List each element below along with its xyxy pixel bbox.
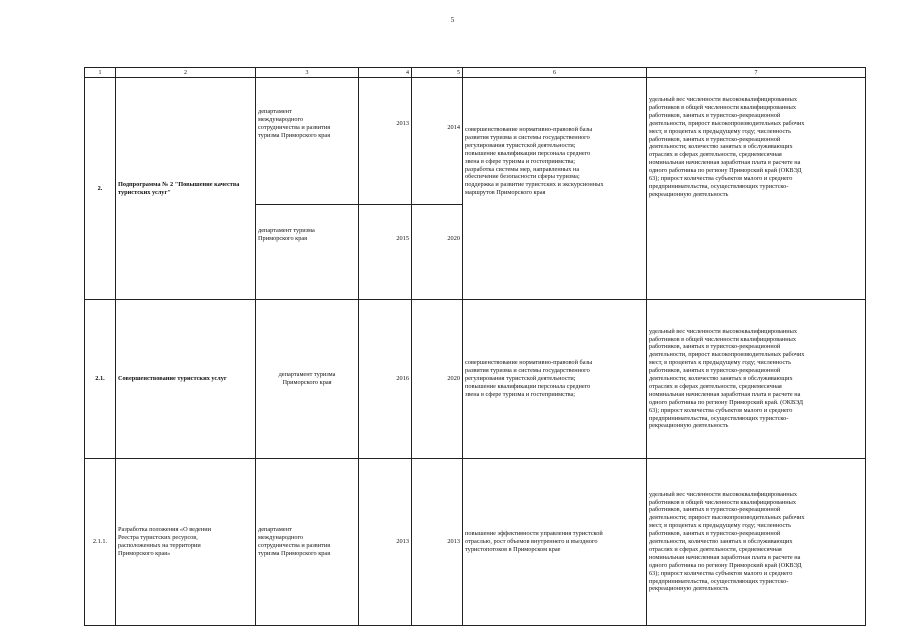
page-number: 5 — [450, 16, 455, 24]
column-header: 7 — [647, 68, 866, 78]
table-row — [85, 300, 866, 459]
indicators: удельный вес численности высококвалифицированных работников в общей численности квалифицированных работников, занятых в туристско-рекреационной деятельности, прирост высокопроизводительных рабочих мест, в процентах к предыдущему году; численность работников, занятых в туристско-рекреационной деятельности; количество занятых в обслуживающих отраслях и сферах деятельности, среднемесячная номинальная начисленная заработная плата в расчете на одного работника по региону Приморский край (ОКВЭД 63); прирост количества субъектов малого и среднего предпринимательства, осуществляющих туристско- рекреационную деятельность — [647, 78, 866, 300]
expected-result: совершенствование нормативно-правовой базы развития туризма и системы государственного регулирования туристской деятельности; повышение квалификации персонала среднего звена в сфере туризма и гостеприимства; — [463, 300, 647, 459]
executor-cell: департамент туризма Приморского края — [256, 300, 359, 459]
start-year: 2013 — [359, 459, 412, 626]
end-year: 2020 — [412, 205, 463, 300]
column-header: 3 — [256, 68, 359, 78]
end-year: 2014 — [412, 78, 463, 205]
row-title: Разработка положения «О ведении Реестра туристских ресурсов, расположенных на территории Приморского края» — [116, 459, 256, 626]
indicators: удельный вес численности высококвалифицированных работников в общей численности квалифицированных работников, занятых в туристско-рекреационной деятельности, прирост высокопроизводительных рабочих мест, в процентах к предыдущему году; численность работников, занятых в туристско-рекреационной деятельности; количество занятых в обслуживающих отраслях и сферах деятельности, среднемесячная номинальная начисленная заработная плата в расчете на одного работника по региону Приморский край. (ОКВЭД 63); прирост количества субъектов малого и среднего предпринимательства, осуществляющих туристско- рекреационную деятельность — [647, 300, 866, 459]
column-header: 1 — [85, 68, 116, 78]
end-year: 2020 — [412, 300, 463, 459]
row-number: 2.1. — [85, 300, 116, 459]
program-table — [84, 67, 866, 626]
column-header: 4 — [359, 68, 412, 78]
column-header: 5 — [412, 68, 463, 78]
start-year: 2015 — [359, 205, 412, 300]
expected-result: повышение эффективности управления туристской отраслью, рост объемов внутреннего и въездного туристопотоков в Приморском крае — [463, 459, 647, 626]
table-row — [85, 78, 866, 205]
column-header: 6 — [463, 68, 647, 78]
header-row — [85, 68, 866, 78]
start-year: 2016 — [359, 300, 412, 459]
row-title: Подпрограмма № 2 "Повышение качества туристских услуг" — [116, 78, 256, 300]
executor-cell: департамент международного сотрудничества и развития туризма Приморского края — [256, 459, 359, 626]
executor-cell: департамент туризма Приморского края — [256, 205, 359, 300]
indicators: удельный вес численности высококвалифицированных работников в общей численности квалифицированных работников, занятых в туристско-рекреационной деятельности; прирост высокопроизводительных рабочих мест, в процентах к предыдущему году; численность работников, занятых в туристско-рекреационной деятельности, количество занятых в обслуживающих отраслях и сферах деятельности, среднемесячная номинальная начисленная заработная плата в расчете на одного работника по региону Приморский край (ОКВЭД 63); прирост количества субъектов малого и среднего предпринимательства, осуществляющих туристско- рекреационную деятельность — [647, 459, 866, 626]
expected-result: совершенствование нормативно-правовой базы развития туризма и системы государственного регулирования туристской деятельности; повышение квалификации персонала среднего звена в сфере туризма и гостеприимства; разработка системы мер, направленных на обеспечение безопасности сферы туризма; поддержка и развитие туристских и экскурсионных маршрутов Приморского края — [463, 78, 647, 300]
column-header: 2 — [116, 68, 256, 78]
start-year: 2013 — [359, 78, 412, 205]
row-title: Совершенствование туристских услуг — [116, 300, 256, 459]
end-year: 2013 — [412, 459, 463, 626]
row-number: 2.1.1. — [85, 459, 116, 626]
table-row — [85, 459, 866, 626]
row-number: 2. — [85, 78, 116, 300]
executor-cell: департамент международного сотрудничества и развития туризма Приморского края — [256, 78, 359, 205]
